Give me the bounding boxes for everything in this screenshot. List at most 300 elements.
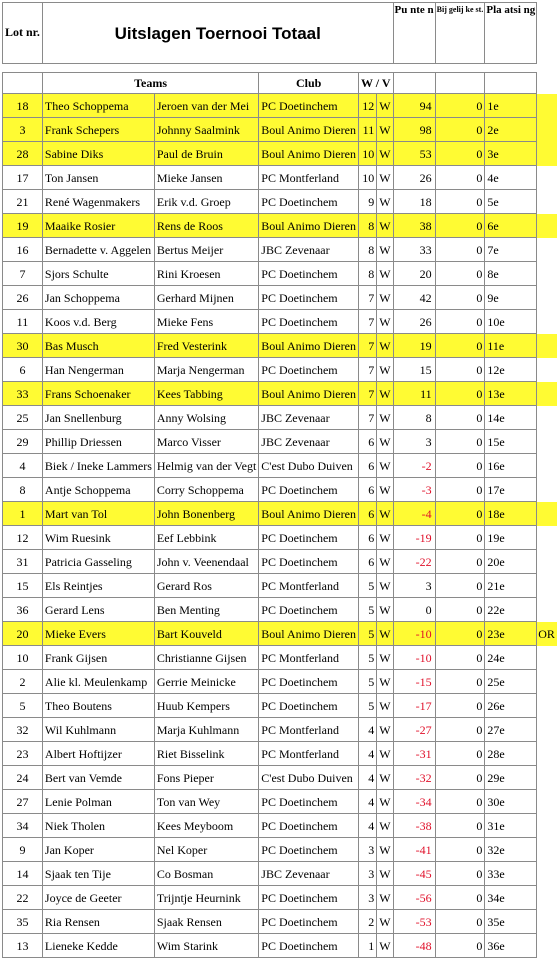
table-row [3, 526, 558, 550]
header-spacer [3, 64, 537, 73]
remark [537, 382, 558, 406]
player-two: Helmig van der Vegt [154, 454, 258, 478]
points-value: -4 [393, 502, 435, 526]
tiebreak-value: 0 [435, 526, 485, 550]
win-loss-mark: W [377, 694, 393, 718]
win-loss-mark: W [377, 358, 393, 382]
subheader-lot-blank [3, 73, 43, 94]
wins-count: 2 [358, 910, 376, 934]
club-name: JBC Zevenaar [259, 430, 359, 454]
points-value: 94 [393, 94, 435, 118]
tiebreak-value: 0 [435, 382, 485, 406]
club-name: C'est Dubo Duiven [259, 454, 359, 478]
remark [537, 574, 558, 598]
lot-number: 9 [3, 838, 43, 862]
win-loss-mark: W [377, 190, 393, 214]
player-one: Han Nengerman [42, 358, 154, 382]
club-header: Club [259, 73, 359, 94]
lot-number: 7 [3, 262, 43, 286]
player-two: Riet Bisselink [154, 742, 258, 766]
club-name: PC Doetinchem [259, 670, 359, 694]
wins-count: 8 [358, 214, 376, 238]
player-one: Mart van Tol [42, 502, 154, 526]
lot-number: 16 [3, 238, 43, 262]
club-name: PC Montferland [259, 166, 359, 190]
remark [537, 550, 558, 574]
win-loss-mark: W [377, 550, 393, 574]
player-one: Bernadette v. Aggelen [42, 238, 154, 262]
placement-value: 9e [485, 286, 537, 310]
empty-cell [537, 64, 558, 73]
win-loss-mark: W [377, 526, 393, 550]
club-name: PC Doetinchem [259, 310, 359, 334]
player-one: Theo Schoppema [42, 94, 154, 118]
club-name: PC Doetinchem [259, 886, 359, 910]
player-two: Eef Lebbink [154, 526, 258, 550]
page-title: Uitslagen Toernooi Totaal [42, 3, 393, 64]
player-two: Christianne Gijsen [154, 646, 258, 670]
wins-count: 6 [358, 502, 376, 526]
player-two: Kees Meyboom [154, 814, 258, 838]
remark [537, 502, 558, 526]
table-row [3, 742, 558, 766]
club-name: JBC Zevenaar [259, 862, 359, 886]
player-one: Lenie Polman [42, 790, 154, 814]
tiebreak-value: 0 [435, 766, 485, 790]
lot-number: 4 [3, 454, 43, 478]
points-value: -41 [393, 838, 435, 862]
table-row [3, 886, 558, 910]
remark [537, 262, 558, 286]
placement-value: 24e [485, 646, 537, 670]
points-value: -22 [393, 550, 435, 574]
points-value: -2 [393, 454, 435, 478]
tiebreak-value: 0 [435, 262, 485, 286]
remark [537, 814, 558, 838]
placement-header: Pla atsi ng [485, 3, 537, 64]
win-loss-mark: W [377, 886, 393, 910]
table-row [3, 838, 558, 862]
player-one: Patricia Gasseling [42, 550, 154, 574]
lot-number: 14 [3, 862, 43, 886]
lot-number: 32 [3, 718, 43, 742]
wins-count: 5 [358, 598, 376, 622]
club-name: PC Doetinchem [259, 526, 359, 550]
tiebreak-value: 0 [435, 910, 485, 934]
points-value: 11 [393, 382, 435, 406]
club-name: Boul Animo Dieren [259, 502, 359, 526]
tiebreak-value: 0 [435, 814, 485, 838]
wins-count: 3 [358, 886, 376, 910]
club-name: PC Doetinchem [259, 94, 359, 118]
lot-number: 23 [3, 742, 43, 766]
points-value: 26 [393, 310, 435, 334]
wins-count: 11 [358, 118, 376, 142]
win-loss-mark: W [377, 646, 393, 670]
player-one: Ton Jansen [42, 166, 154, 190]
table-row [3, 718, 558, 742]
wins-count: 10 [358, 142, 376, 166]
wins-count: 10 [358, 166, 376, 190]
wins-count: 6 [358, 454, 376, 478]
table-row [3, 190, 558, 214]
lot-number: 8 [3, 478, 43, 502]
placement-value: 16e [485, 454, 537, 478]
win-loss-mark: W [377, 310, 393, 334]
player-one: Sjaak ten Tije [42, 862, 154, 886]
player-two: Bart Kouveld [154, 622, 258, 646]
player-one: Frank Schepers [42, 118, 154, 142]
club-name: PC Doetinchem [259, 478, 359, 502]
wins-count: 4 [358, 766, 376, 790]
win-loss-mark: W [377, 766, 393, 790]
remark [537, 118, 558, 142]
points-value: 3 [393, 430, 435, 454]
lot-number: 15 [3, 574, 43, 598]
player-two: Mieke Jansen [154, 166, 258, 190]
placement-value: 14e [485, 406, 537, 430]
lot-number: 20 [3, 622, 43, 646]
player-one: Sabine Diks [42, 142, 154, 166]
table-row [3, 670, 558, 694]
player-two: Gerrie Meinicke [154, 670, 258, 694]
tiebreak-value: 0 [435, 934, 485, 958]
player-one: René Wagenmakers [42, 190, 154, 214]
results-rows [3, 94, 558, 958]
remark [537, 886, 558, 910]
tiebreak-value: 0 [435, 886, 485, 910]
club-name: PC Montferland [259, 742, 359, 766]
lot-number: 12 [3, 526, 43, 550]
player-two: Bertus Meijer [154, 238, 258, 262]
remark [537, 910, 558, 934]
table-row [3, 790, 558, 814]
player-two: Fred Vesterink [154, 334, 258, 358]
tiebreak-value: 0 [435, 286, 485, 310]
win-loss-mark: W [377, 430, 393, 454]
player-one: Jan Koper [42, 838, 154, 862]
tiebreak-value: 0 [435, 142, 485, 166]
wv-header: W / V [358, 73, 393, 94]
player-one: Alie kl. Meulenkamp [42, 670, 154, 694]
player-one: Sjors Schulte [42, 262, 154, 286]
placement-value: 26e [485, 694, 537, 718]
club-name: Boul Animo Dieren [259, 334, 359, 358]
win-loss-mark: W [377, 286, 393, 310]
wins-count: 9 [358, 190, 376, 214]
table-row [3, 166, 558, 190]
lot-number: 10 [3, 646, 43, 670]
player-two: Fons Pieper [154, 766, 258, 790]
player-one: Ria Rensen [42, 910, 154, 934]
lot-number: 5 [3, 694, 43, 718]
wins-count: 4 [358, 742, 376, 766]
table-row [3, 598, 558, 622]
placement-value: 35e [485, 910, 537, 934]
player-two: Co Bosman [154, 862, 258, 886]
placement-value: 19e [485, 526, 537, 550]
win-loss-mark: W [377, 94, 393, 118]
tiebreak-value: 0 [435, 550, 485, 574]
table-row [3, 286, 558, 310]
points-value: 18 [393, 190, 435, 214]
lot-number: 35 [3, 910, 43, 934]
lot-number: 21 [3, 190, 43, 214]
points-value: 53 [393, 142, 435, 166]
club-name: PC Doetinchem [259, 286, 359, 310]
placement-value: 12e [485, 358, 537, 382]
remark [537, 286, 558, 310]
table-row [3, 814, 558, 838]
win-loss-mark: W [377, 406, 393, 430]
placement-value: 22e [485, 598, 537, 622]
player-two: Wim Starink [154, 934, 258, 958]
player-two: Trijntje Heurnink [154, 886, 258, 910]
player-two: Marco Visser [154, 430, 258, 454]
player-two: Rens de Roos [154, 214, 258, 238]
player-one: Biek / Ineke Lammers [42, 454, 154, 478]
player-two: Corry Schoppema [154, 478, 258, 502]
points-value: 20 [393, 262, 435, 286]
placement-value: 5e [485, 190, 537, 214]
table-row [3, 622, 558, 646]
points-value: 8 [393, 406, 435, 430]
points-value: -34 [393, 790, 435, 814]
remark [537, 478, 558, 502]
placement-value: 32e [485, 838, 537, 862]
lot-number: 28 [3, 142, 43, 166]
table-row [3, 502, 558, 526]
placement-value: 21e [485, 574, 537, 598]
club-name: PC Doetinchem [259, 790, 359, 814]
club-name: C'est Dubo Duiven [259, 766, 359, 790]
club-name: Boul Animo Dieren [259, 118, 359, 142]
player-two: Ben Menting [154, 598, 258, 622]
tiebreak-value: 0 [435, 118, 485, 142]
win-loss-mark: W [377, 910, 393, 934]
lot-number: 13 [3, 934, 43, 958]
wins-count: 7 [358, 334, 376, 358]
empty-cell [537, 73, 558, 94]
placement-value: 18e [485, 502, 537, 526]
player-one: Frans Schoenaker [42, 382, 154, 406]
lot-number: 26 [3, 286, 43, 310]
player-two: Gerhard Mijnen [154, 286, 258, 310]
tiebreak-value: 0 [435, 646, 485, 670]
table-row [3, 142, 558, 166]
player-one: Jan Schoppema [42, 286, 154, 310]
remark [537, 934, 558, 958]
table-row [3, 238, 558, 262]
remark [537, 142, 558, 166]
win-loss-mark: W [377, 622, 393, 646]
win-loss-mark: W [377, 598, 393, 622]
placement-value: 2e [485, 118, 537, 142]
placement-value: 15e [485, 430, 537, 454]
placement-value: 11e [485, 334, 537, 358]
player-two: Marja Kuhlmann [154, 718, 258, 742]
remark [537, 334, 558, 358]
tiebreak-value: 0 [435, 790, 485, 814]
teams-header: Teams [42, 73, 258, 94]
player-one: Koos v.d. Berg [42, 310, 154, 334]
table-row [3, 382, 558, 406]
wins-count: 6 [358, 430, 376, 454]
remark [537, 862, 558, 886]
remark [537, 214, 558, 238]
win-loss-mark: W [377, 166, 393, 190]
wins-count: 5 [358, 574, 376, 598]
lot-number: 27 [3, 790, 43, 814]
tiebreak-value: 0 [435, 670, 485, 694]
remark [537, 166, 558, 190]
club-name: PC Doetinchem [259, 814, 359, 838]
placement-value: 13e [485, 382, 537, 406]
remark [537, 598, 558, 622]
tiebreak-value: 0 [435, 622, 485, 646]
tiebreak-value: 0 [435, 694, 485, 718]
table-row [3, 310, 558, 334]
remark [537, 718, 558, 742]
placement-value: 28e [485, 742, 537, 766]
tiebreak-value: 0 [435, 238, 485, 262]
player-two: Nel Koper [154, 838, 258, 862]
points-header: Pu nte n [393, 3, 435, 64]
club-name: PC Doetinchem [259, 934, 359, 958]
wins-count: 4 [358, 790, 376, 814]
placement-value: 6e [485, 214, 537, 238]
remark [537, 454, 558, 478]
player-one: Niek Tholen [42, 814, 154, 838]
table-row [3, 862, 558, 886]
tiebreak-value: 0 [435, 310, 485, 334]
club-name: Boul Animo Dieren [259, 214, 359, 238]
wins-count: 4 [358, 718, 376, 742]
wins-count: 1 [358, 934, 376, 958]
table-row [3, 334, 558, 358]
table-row [3, 550, 558, 574]
placement-value: 7e [485, 238, 537, 262]
wins-count: 5 [358, 670, 376, 694]
win-loss-mark: W [377, 814, 393, 838]
table-row [3, 430, 558, 454]
table-row [3, 406, 558, 430]
results-sheet [2, 2, 558, 958]
player-one: Bas Musch [42, 334, 154, 358]
subheader-points-blank [393, 73, 435, 94]
player-two: Kees Tabbing [154, 382, 258, 406]
win-loss-mark: W [377, 262, 393, 286]
points-value: -45 [393, 862, 435, 886]
win-loss-mark: W [377, 934, 393, 958]
player-two: Huub Kempers [154, 694, 258, 718]
placement-value: 33e [485, 862, 537, 886]
points-value: -38 [393, 814, 435, 838]
win-loss-mark: W [377, 670, 393, 694]
placement-value: 17e [485, 478, 537, 502]
wins-count: 6 [358, 526, 376, 550]
table-row [3, 358, 558, 382]
club-name: PC Doetinchem [259, 358, 359, 382]
wins-count: 7 [358, 286, 376, 310]
player-one: Wil Kuhlmann [42, 718, 154, 742]
player-one: Theo Boutens [42, 694, 154, 718]
tiebreak-value: 0 [435, 406, 485, 430]
table-row [3, 934, 558, 958]
lot-number: 19 [3, 214, 43, 238]
lot-number: 33 [3, 382, 43, 406]
table-row [3, 694, 558, 718]
tiebreak-value: 0 [435, 742, 485, 766]
win-loss-mark: W [377, 142, 393, 166]
win-loss-mark: W [377, 118, 393, 142]
table-row [3, 262, 558, 286]
tiebreak-value: 0 [435, 190, 485, 214]
tiebreak-value: 0 [435, 502, 485, 526]
table-row [3, 574, 558, 598]
table-row [3, 94, 558, 118]
remark [537, 694, 558, 718]
table-row [3, 454, 558, 478]
wins-count: 8 [358, 238, 376, 262]
wins-count: 8 [358, 262, 376, 286]
player-one: Antje Schoppema [42, 478, 154, 502]
points-value: 19 [393, 334, 435, 358]
tiebreak-value: 0 [435, 598, 485, 622]
lot-number: 17 [3, 166, 43, 190]
player-two: Johnny Saalmink [154, 118, 258, 142]
remark [537, 526, 558, 550]
lot-number: 29 [3, 430, 43, 454]
table-row [3, 118, 558, 142]
subheader-tiebreak-blank [435, 73, 485, 94]
player-two: Marja Nengerman [154, 358, 258, 382]
player-one: Gerard Lens [42, 598, 154, 622]
points-value: 38 [393, 214, 435, 238]
win-loss-mark: W [377, 790, 393, 814]
remark [537, 790, 558, 814]
win-loss-mark: W [377, 334, 393, 358]
player-one: Els Reintjes [42, 574, 154, 598]
player-one: Mieke Evers [42, 622, 154, 646]
placement-value: 1e [485, 94, 537, 118]
club-name: JBC Zevenaar [259, 238, 359, 262]
player-one: Frank Gijsen [42, 646, 154, 670]
points-value: -15 [393, 670, 435, 694]
lot-number: 22 [3, 886, 43, 910]
placement-value: 8e [485, 262, 537, 286]
player-two: Mieke Fens [154, 310, 258, 334]
placement-value: 29e [485, 766, 537, 790]
win-loss-mark: W [377, 382, 393, 406]
win-loss-mark: W [377, 478, 393, 502]
club-name: PC Doetinchem [259, 262, 359, 286]
player-one: Joyce de Geeter [42, 886, 154, 910]
wins-count: 3 [358, 862, 376, 886]
club-name: PC Montferland [259, 574, 359, 598]
tiebreak-value: 0 [435, 166, 485, 190]
points-value: -53 [393, 910, 435, 934]
points-value: 3 [393, 574, 435, 598]
lot-number: 18 [3, 94, 43, 118]
win-loss-mark: W [377, 574, 393, 598]
club-name: PC Doetinchem [259, 550, 359, 574]
player-one: Phillip Driessen [42, 430, 154, 454]
tiebreak-header: Bij gelij ke st. [435, 3, 485, 64]
wins-count: 5 [358, 694, 376, 718]
table-row [3, 910, 558, 934]
club-name: PC Montferland [259, 718, 359, 742]
